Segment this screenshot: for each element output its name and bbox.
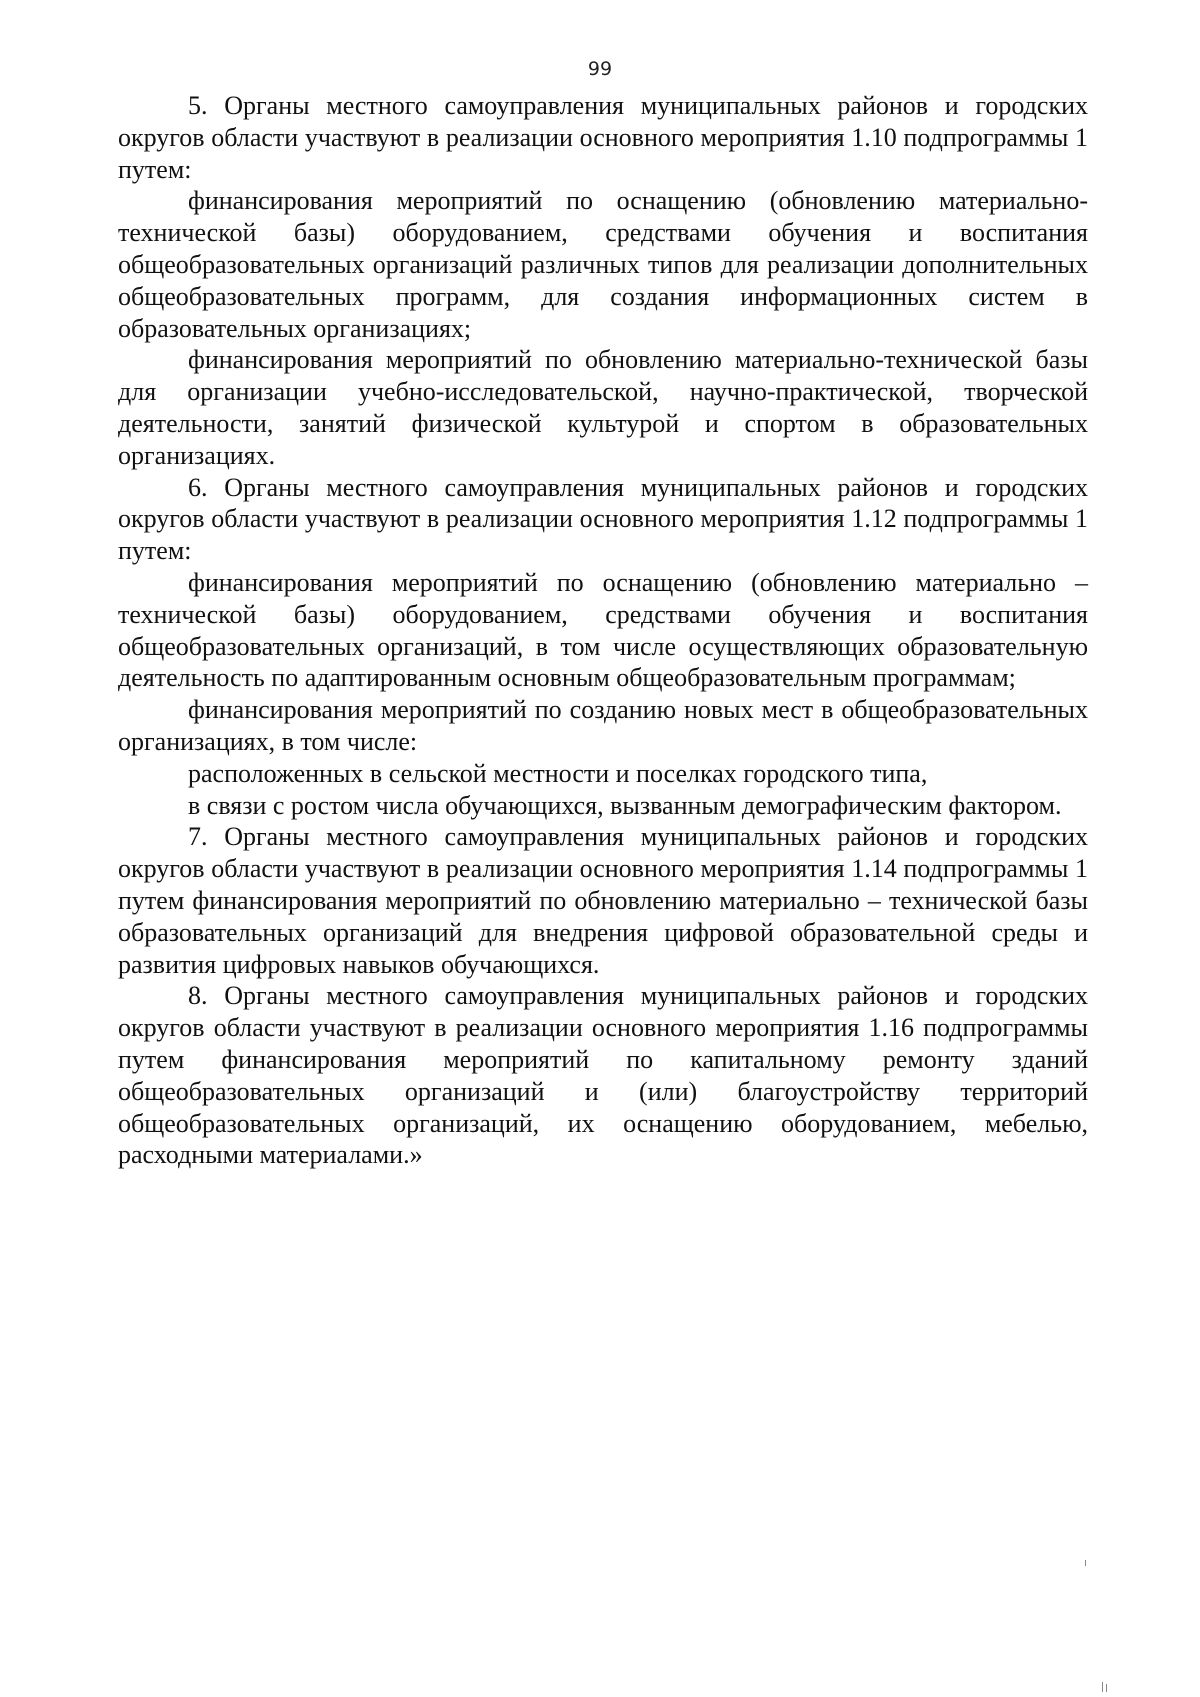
paragraph-6-item-2: финансирования мероприятий по созданию новых мест в общеобразовательных организациях, в том числе:	[118, 695, 1088, 756]
paragraph-6-subitem-1: расположенных в сельской местности и поселках городского типа,	[188, 758, 928, 788]
page-number: 99	[587, 58, 613, 80]
paragraph-6-item-1: финансирования мероприятий по оснащению (обновлению материально – технической базы) оборудованием, средствами обучения и воспитания общеобразовательных организаций, в том числе осуществляющих образовательную деятельность по адаптированным основным общеобразовательным программам;	[118, 567, 1088, 693]
paragraph-5-item-2: финансирования мероприятий по обновлению материально-технической базы для организации учебно-исследовательской, научно-практической, творческой деятельности, занятий физической культурой и спортом в образовательных организациях.	[118, 345, 1088, 470]
scan-artifact-mark	[1085, 1560, 1086, 1566]
paragraph-7: 7. Органы местного самоуправления муниципальных районов и городских округов области участвуют в реализации основного мероприятия 1.14 подпрограммы 1 путем финансирования мероприятий по обновлению материально – технической базы образовательных организаций для внедрения цифровой образовательной среды и развития цифровых навыков обучающихся.	[118, 822, 1088, 979]
paragraph-6-subitem-2: в связи с ростом числа обучающихся, вызванным демографическим фактором.	[188, 790, 1062, 820]
document-body	[118, 90, 1088, 1171]
scan-artifact-mark	[1106, 1684, 1107, 1692]
paragraph-5: 5. Органы местного самоуправления муниципальных районов и городских округов области участвуют в реализации основного мероприятия 1.10 подпрограммы 1 путем:	[118, 91, 1088, 184]
scan-artifact-mark	[1102, 1682, 1103, 1692]
paragraph-5-item-1: финансирования мероприятий по оснащению (обновлению материально-технической базы) оборудованием, средствами обучения и воспитания общеобразовательных организаций различных типов для реализации дополнительных общеобразовательных программ, для создания информационных систем в образовательных организациях;	[118, 186, 1088, 343]
paragraph-6: 6. Органы местного самоуправления муниципальных районов и городских округов области участвуют в реализации основного мероприятия 1.12 подпрограммы 1 путем:	[118, 472, 1088, 566]
paragraph-8: 8. Органы местного самоуправления муниципальных районов и городских округов области участвуют в реализации основного мероприятия 1.16 подпрограммы путем финансирования мероприятий по капитальному ремонту зданий общеобразовательных организаций и (или) благоустройству территорий общеобразовательных организаций, их оснащению оборудованием, мебелью, расходными материалами.»	[118, 981, 1088, 1170]
